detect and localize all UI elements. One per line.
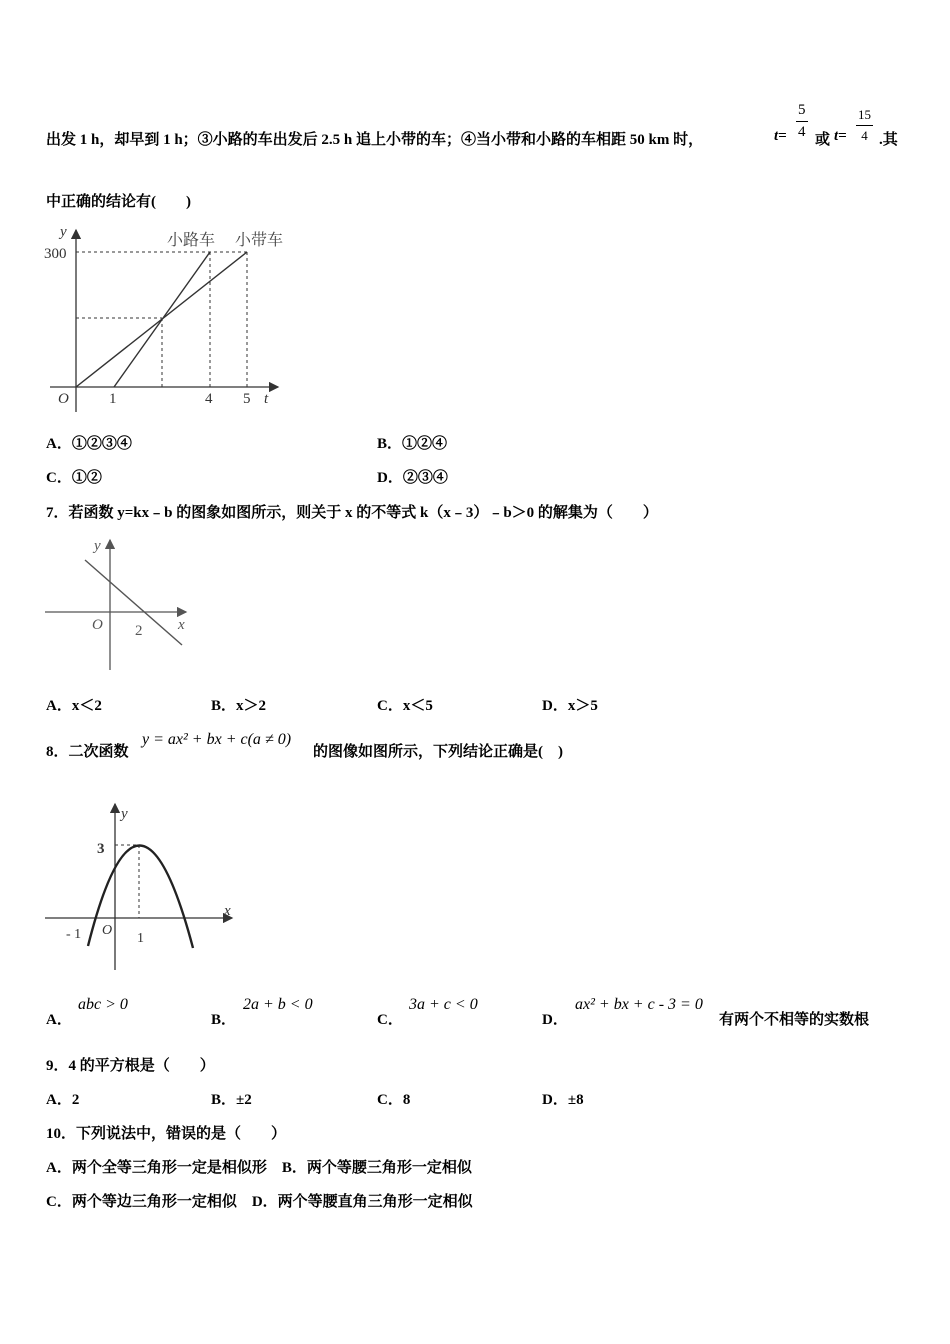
q8-x-tick-1: 1 bbox=[137, 931, 144, 946]
q7-option-b[interactable]: B．x＞2 bbox=[211, 698, 267, 714]
q6-option-a[interactable]: A．①②③④ bbox=[46, 436, 132, 452]
q8-y-label: y bbox=[121, 806, 128, 822]
q8-stem-prefix: 8．二次函数 bbox=[46, 744, 129, 760]
q8-option-c[interactable] bbox=[377, 1008, 403, 1029]
q6-origin-label: O bbox=[58, 391, 69, 407]
q7-linear-function-graph bbox=[40, 532, 200, 677]
q8-stem-suffix: 的图像如图所示，下列结论正确是( ) bbox=[313, 744, 563, 760]
frac1-numerator: 5 bbox=[798, 102, 806, 118]
q6-distance-time-graph bbox=[40, 222, 300, 422]
q8-option-b-label: B． bbox=[211, 1012, 237, 1028]
q6-line1-text: 出发 1 h，却早到 1 h；③小路的车出发后 2.5 h 追上小带的车；④当小带和小路的车相距 50 km 时， bbox=[46, 132, 704, 148]
q10-stem: 10．下列说法中，错误的是（ ） bbox=[46, 1126, 287, 1142]
q9-option-d[interactable]: D．±8 bbox=[542, 1092, 584, 1108]
q6-x-tick-4: 4 bbox=[205, 391, 213, 407]
q8-x-label: x bbox=[224, 903, 231, 919]
q6-legend-road-car: 小路车 bbox=[167, 232, 216, 249]
q9-stem: 9．4 的平方根是（ ） bbox=[46, 1058, 215, 1074]
q6-y-label: y bbox=[60, 224, 67, 240]
q6-y-tick-300: 300 bbox=[44, 246, 67, 262]
q7-y-label: y bbox=[94, 538, 101, 554]
q6-t-eq-2-text: t= bbox=[834, 128, 847, 144]
q8-y-tick-3: 3 bbox=[97, 841, 105, 857]
q8-option-d-label: D． bbox=[542, 1012, 568, 1028]
q8-option-b[interactable] bbox=[211, 1008, 236, 1029]
q8-option-d-formula: ax² + bx + c - 3 = 0 bbox=[575, 996, 703, 1013]
q6-legend-band-car: 小带车 bbox=[235, 232, 284, 249]
frac2-numerator: 15 bbox=[858, 107, 871, 122]
q6-x-tick-1: 1 bbox=[109, 391, 117, 407]
q6-t-eq-2 bbox=[834, 128, 847, 145]
q7-option-c[interactable]: C．x＜5 bbox=[377, 698, 433, 714]
q6-t-eq-1-text: t= bbox=[774, 128, 787, 144]
q6-or: 或 bbox=[815, 132, 831, 148]
q6-line2-text: 中正确的结论有( ) bbox=[46, 194, 191, 210]
q8-parabola-graph bbox=[40, 798, 240, 973]
q7-stem: 7．若函数 y=kx﹣b 的图象如图所示，则关于 x 的不等式 k（x﹣3）﹣b＞0 的解集为（ ） bbox=[46, 505, 658, 521]
q8-option-d[interactable] bbox=[542, 1008, 568, 1029]
q7-x-tick-2: 2 bbox=[135, 623, 143, 639]
q8-option-a[interactable] bbox=[46, 1008, 72, 1029]
q9-option-c[interactable]: C．8 bbox=[377, 1092, 411, 1108]
q6-x-label: t bbox=[264, 391, 269, 407]
q8-option-d-tail: 有两个不相等的实数根 bbox=[719, 1012, 870, 1028]
frac2-bar bbox=[856, 125, 873, 126]
q8-option-a-formula: abc > 0 bbox=[78, 996, 128, 1013]
q6-option-b[interactable]: B．①②④ bbox=[377, 436, 448, 452]
q9-option-a[interactable]: A．2 bbox=[46, 1092, 80, 1108]
q8-option-a-label: A． bbox=[46, 1012, 72, 1028]
q6-fraction-15-4 bbox=[856, 107, 873, 144]
q8-option-c-formula: 3a + c < 0 bbox=[409, 996, 478, 1013]
q10-options-ab[interactable]: A．两个全等三角形一定是相似形 B．两个等腰三角形一定相似 bbox=[46, 1160, 472, 1176]
q8-x-tick-neg1: - 1 bbox=[66, 927, 82, 942]
q6-option-c[interactable]: C．①② bbox=[46, 470, 102, 486]
frac2-denominator: 4 bbox=[861, 128, 868, 143]
q6-option-d[interactable]: D．②③④ bbox=[377, 470, 448, 486]
q7-option-a[interactable]: A．x＜2 bbox=[46, 698, 102, 714]
q10-options-cd[interactable]: C．两个等边三角形一定相似 D．两个等腰直角三角形一定相似 bbox=[46, 1194, 473, 1210]
q6-x-tick-5: 5 bbox=[243, 391, 251, 407]
q8-origin-label: O bbox=[102, 923, 113, 938]
q8-formula: y = ax² + bx + c(a ≠ 0) bbox=[142, 731, 292, 748]
q6-fraction-5-4 bbox=[796, 102, 808, 141]
q9-option-b[interactable]: B．±2 bbox=[211, 1092, 252, 1108]
q8-option-c-label: C． bbox=[377, 1012, 403, 1028]
q6-line1-tail: .其 bbox=[879, 132, 898, 148]
q8-option-b-formula: 2a + b < 0 bbox=[243, 996, 313, 1013]
q7-option-d[interactable]: D．x＞5 bbox=[542, 698, 598, 714]
frac1-bar bbox=[796, 121, 808, 122]
q6-t-eq-1 bbox=[774, 128, 787, 145]
q7-origin-label: O bbox=[92, 617, 103, 633]
frac1-denominator: 4 bbox=[798, 124, 806, 140]
q7-x-label: x bbox=[178, 617, 185, 633]
